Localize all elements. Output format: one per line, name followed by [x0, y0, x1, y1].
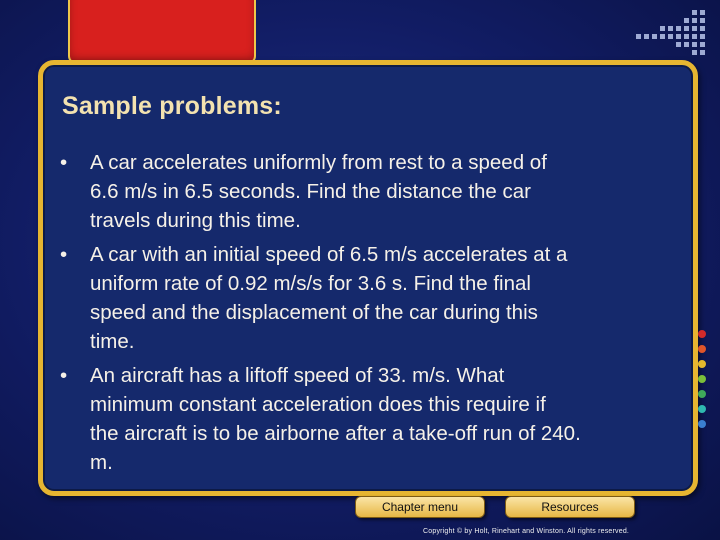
- problem-line: the aircraft is to be airborne after a take-off run of 240.: [90, 422, 581, 445]
- side-dot: [698, 345, 706, 353]
- problem-line: 6.6 m/s in 6.5 seconds. Find the distance the car: [90, 180, 531, 203]
- problem-line: A car with an initial speed of 6.5 m/s accelerates at a: [90, 243, 568, 266]
- list-item: [60, 240, 682, 356]
- bullet-icon: •: [60, 243, 68, 266]
- problem-line: travels during this time.: [90, 209, 301, 232]
- list-item: [60, 361, 682, 477]
- problem-line: speed and the displacement of the car during this: [90, 301, 538, 324]
- problem-line: time.: [90, 330, 135, 353]
- side-dot: [698, 360, 706, 368]
- decorative-dot-grid: [620, 10, 712, 58]
- list-item: [60, 148, 682, 235]
- problem-list: [60, 148, 682, 482]
- resources-button[interactable]: Resources: [505, 496, 635, 518]
- side-dot: [698, 420, 706, 428]
- chapter-menu-button[interactable]: Chapter menu: [355, 496, 485, 518]
- bullet-icon: •: [60, 151, 68, 174]
- problem-line: An aircraft has a liftoff speed of 33. m/s. What: [90, 364, 505, 387]
- side-dot: [698, 390, 706, 398]
- side-dot: [698, 330, 706, 338]
- decorative-red-tab: [68, 0, 256, 64]
- copyright-notice: Copyright © by Holt, Rinehart and Winston. All rights reserved.: [423, 528, 630, 535]
- decorative-side-dots: [698, 330, 710, 435]
- problem-line: A car accelerates uniformly from rest to a speed of: [90, 151, 547, 174]
- problem-line: minimum constant acceleration does this require if: [90, 393, 546, 416]
- slide-title: Sample problems:: [62, 92, 282, 120]
- side-dot: [698, 405, 706, 413]
- problem-line: uniform rate of 0.92 m/s/s for 3.6 s. Find the final: [90, 272, 531, 295]
- problem-line: m.: [90, 451, 113, 474]
- side-dot: [698, 375, 706, 383]
- bullet-icon: •: [60, 364, 68, 387]
